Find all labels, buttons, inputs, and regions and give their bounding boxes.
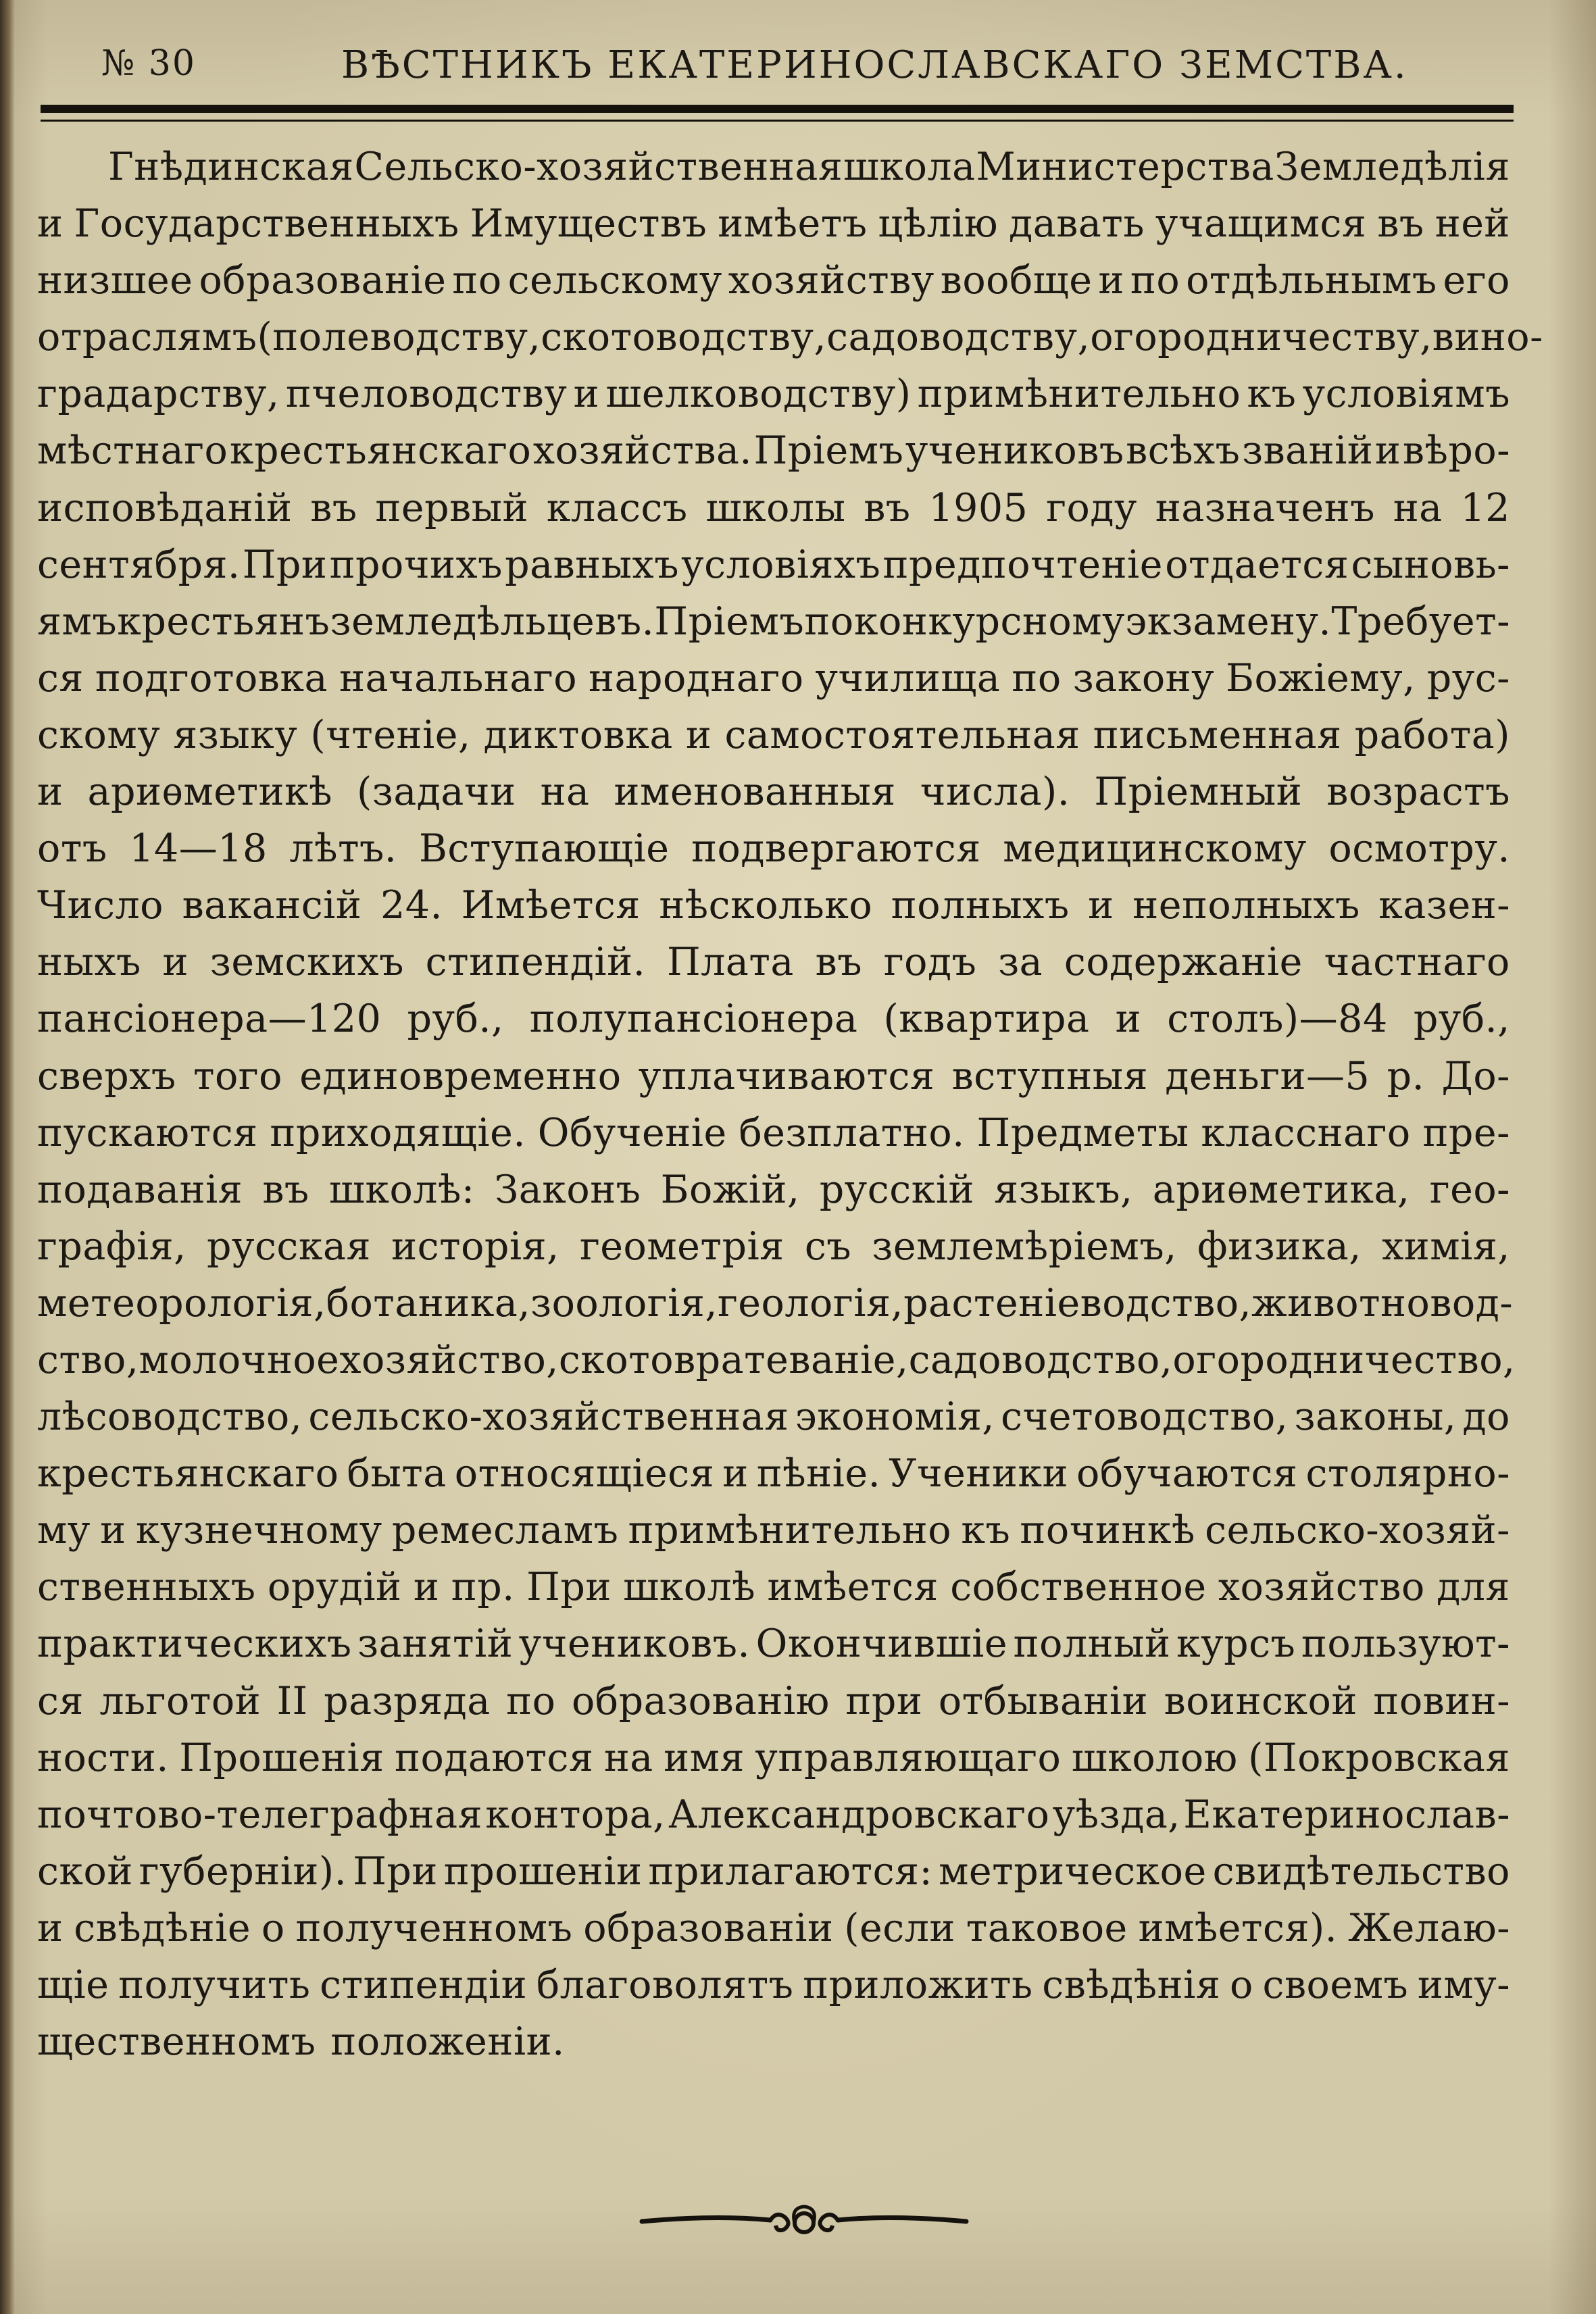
body-line: отъ 14—18 лѣтъ. Вступающіе подвергаются медицинскому осмотру. (37, 826, 1510, 872)
body-line: и Государственныхъ Имуществъ имѣетъ цѣлію давать учащимся въ ней (37, 201, 1510, 247)
body-line: ственныхъ орудій и пр. При школѣ имѣется собственное хозяйство для (37, 1565, 1510, 1610)
body-line: скому языку (чтеніе, диктовка и самостоятельная письменная работа) (37, 712, 1510, 757)
body-line: ямъ крестьянъ земледѣльцевъ. Пріемъ по конкурсному экзамену. Требует- (37, 599, 1510, 644)
body-line: почтово-телеграфная контора, Александровскаго уѣзда, Екатеринослав- (37, 1792, 1510, 1837)
body-line: ся льготой II разряда по образованію при отбываніи воинской повин- (37, 1678, 1510, 1724)
body-line: сентября. При прочихъ равныхъ условіяхъ предпочтеніе отдается сыновь- (37, 542, 1510, 587)
body-line: сверхъ того единовременно уплачиваются вступныя деньги—5 р. До- (37, 1053, 1510, 1099)
body-line: метеорологія, ботаника, зоологія, геологія, растеніеводство, животновод- (37, 1280, 1514, 1326)
body-line: ности. Прошенія подаются на имя управляющаго школою (Покровская (37, 1735, 1510, 1780)
body-line: графія, русская исторія, геометрія съ землемѣріемъ, физика, химія, (37, 1224, 1510, 1269)
body-line: низшее образованіе по сельскому хозяйству вообще и по отдѣльнымъ его (37, 258, 1510, 303)
running-title: ВѢСТНИКЪ ЕКАТЕРИНОСЛАВСКАГО ЗЕМСТВА. (341, 43, 1408, 87)
header-rule-thin (41, 120, 1514, 122)
page-header (101, 39, 1507, 93)
page-number: № 30 (101, 43, 196, 84)
body-line: пускаются приходящіе. Обученіе безплатно. Предметы класснаго пре- (37, 1110, 1510, 1155)
decorative-ornament (635, 2201, 973, 2242)
body-line: градарству, пчеловодству и шелководству) примѣнительно къ условіямъ (37, 372, 1510, 417)
body-line: отраслямъ (полеводству, скотоводству, садоводству, огородничеству, вино- (37, 315, 1543, 360)
body-line: пансіонера—120 руб., полупансіонера (квартира и столъ)—84 руб., (37, 997, 1510, 1042)
body-line: ство, молочное хозяйство, скотовратеваніе, садоводство, огородничество, (37, 1337, 1516, 1382)
page-left-edge (0, 0, 15, 2314)
header-rule-thick (41, 105, 1514, 113)
body-line: ныхъ и земскихъ стипендій. Плата въ годъ за содержаніе частнаго (37, 940, 1510, 985)
body-line: и ариѳметикѣ (задачи на именованныя числа). Пріемный возрастъ (37, 770, 1510, 815)
body-line: мѣстнаго крестьянскаго хозяйства. Пріемъ учениковъ всѣхъ званій и вѣро- (37, 428, 1510, 474)
body-line: исповѣданій въ первый классъ школы въ 1905 году назначенъ на 12 (37, 485, 1510, 530)
body-line: щественномъ положеніи. (37, 2019, 565, 2065)
body-line: Гнѣдинская Сельско-хозяйственная школа Министерства Земледѣлія (108, 145, 1510, 189)
body-line: Число вакансій 24. Имѣется нѣсколько полныхъ и неполныхъ казен- (37, 883, 1510, 928)
body-line: практическихъ занятій учениковъ. Окончившіе полный курсъ пользуют- (37, 1621, 1510, 1667)
body-line: крестьянскаго быта относящіеся и пѣніе. Ученики обучаются столярно- (37, 1451, 1510, 1496)
body-line: подаванія въ школѣ: Законъ Божій, русскій языкъ, ариѳметика, гео- (37, 1167, 1510, 1212)
body-line: лѣсоводство, сельско-хозяйственная экономія, счетоводство, законы, до (37, 1394, 1510, 1440)
body-line: ской губерніи). При прошеніи прилагаются: метрическое свидѣтельство (37, 1848, 1510, 1894)
body-line: и свѣдѣніе о полученномъ образованіи (если таковое имѣется). Желаю- (37, 1905, 1510, 1951)
body-line: му и кузнечному ремесламъ примѣнительно къ починкѣ сельско-хозяй- (37, 1508, 1510, 1553)
body-line: щіе получить стипендіи благоволятъ приложить свѣдѣнія о своемъ иму- (37, 1963, 1510, 2007)
body-line: ся подготовка начальнаго народнаго училища по закону Божіему, рус- (37, 655, 1510, 701)
article-body (37, 139, 1543, 2070)
